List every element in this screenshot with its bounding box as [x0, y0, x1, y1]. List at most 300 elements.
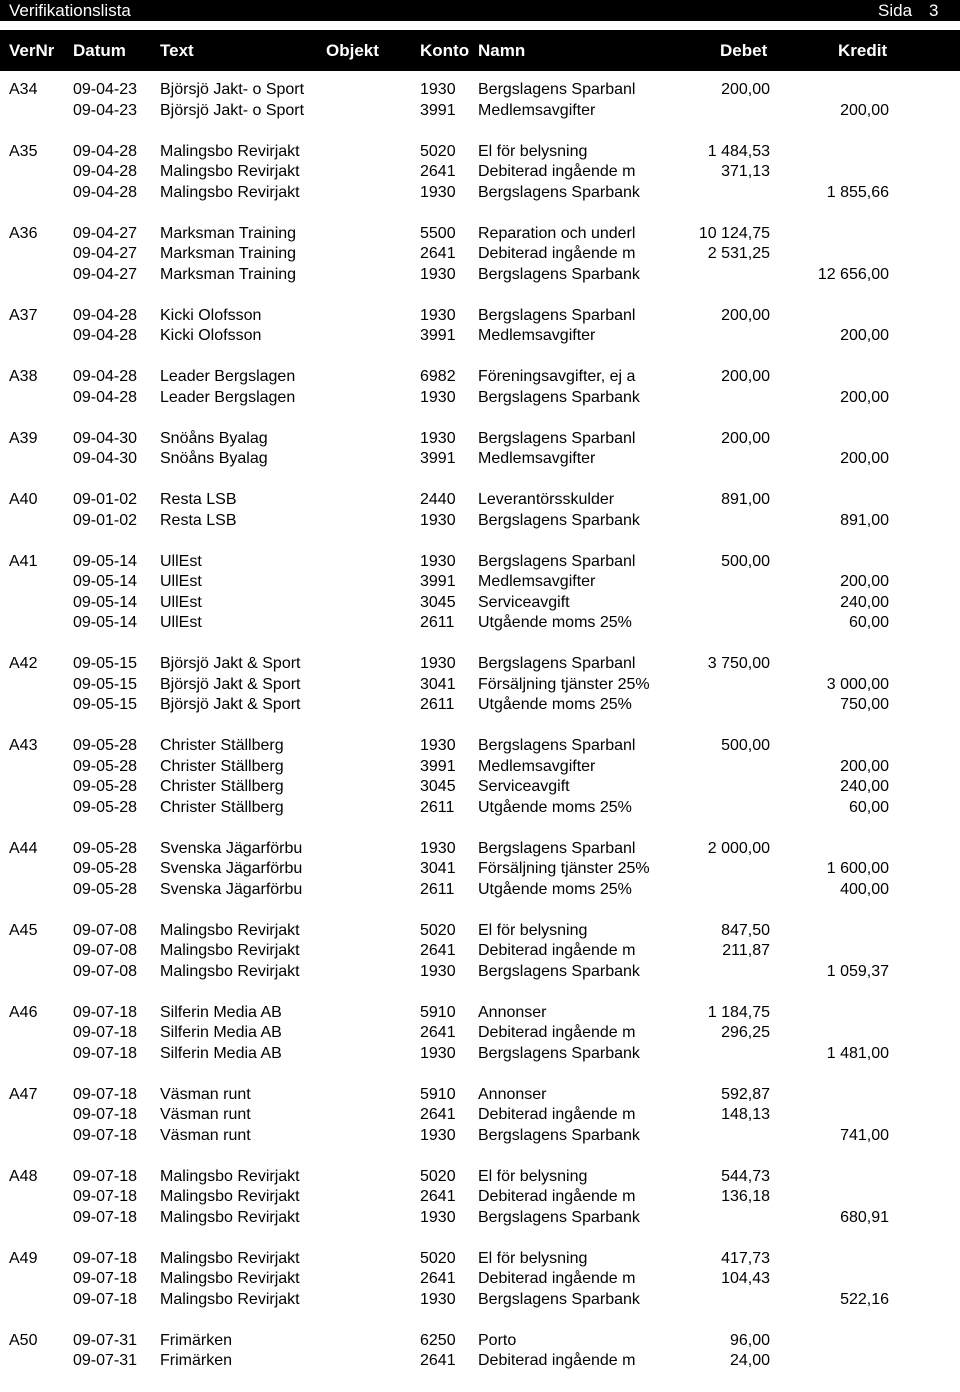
- date-cell: 09-05-28: [73, 737, 138, 754]
- debit-cell: 1 184,75: [707, 1003, 770, 1021]
- ledger-row: [0, 1105, 960, 1126]
- account-cell: 2641: [420, 245, 456, 262]
- account-cell: 6982: [420, 368, 456, 385]
- date-cell: 09-04-28: [73, 368, 138, 385]
- verification-group: [0, 839, 960, 901]
- account-cell: 1930: [420, 81, 456, 98]
- text-cell: Snöåns Byalag: [160, 429, 268, 447]
- ledger-row: [0, 1290, 960, 1311]
- account-name-cell: Försäljning tjänster 25%: [478, 675, 650, 693]
- text-cell: Frimärken: [160, 1352, 233, 1369]
- credit-cell: 240,00: [840, 593, 889, 611]
- ledger-row: [0, 880, 960, 901]
- text-cell: UllEst: [160, 593, 202, 611]
- report-title-bar: [0, 0, 960, 21]
- date-cell: 09-05-15: [73, 696, 138, 713]
- text-cell: Svenska Jägarförbu: [160, 880, 303, 898]
- account-cell: 1930: [420, 306, 456, 324]
- date-cell: 09-07-18: [73, 1290, 138, 1308]
- account-name-cell: Bergslagens Sparbanl: [478, 839, 636, 857]
- credit-cell: 200,00: [840, 327, 889, 344]
- text-cell: Björsjö Jakt- o Sport: [160, 81, 305, 98]
- debit-cell: 847,50: [721, 921, 770, 939]
- text-cell: Christer Ställberg: [160, 757, 284, 775]
- text-cell: Malingsbo Revirjakt: [160, 142, 300, 160]
- verification-group: [0, 736, 960, 818]
- account-cell: 3041: [420, 860, 456, 877]
- account-cell: 1930: [420, 655, 456, 672]
- text-cell: Silferin Media AB: [160, 1044, 282, 1062]
- text-cell: Christer Ställberg: [160, 798, 284, 816]
- account-cell: 2641: [420, 1106, 456, 1123]
- account-cell: 2611: [420, 614, 455, 631]
- credit-cell: 891,00: [840, 511, 889, 529]
- date-cell: 09-07-08: [73, 962, 138, 980]
- text-cell: Malingsbo Revirjakt: [160, 1290, 300, 1308]
- text-cell: Malingsbo Revirjakt: [160, 1208, 300, 1226]
- account-name-cell: Debiterad ingående m: [478, 1106, 636, 1123]
- text-cell: Väsman runt: [160, 1106, 251, 1123]
- credit-cell: 12 656,00: [817, 265, 889, 283]
- account-name-cell: Bergslagens Sparbanl: [478, 306, 636, 324]
- account-name-cell: Bergslagens Sparbank: [478, 962, 640, 980]
- account-name-cell: El för belysning: [478, 1167, 588, 1185]
- date-cell: 09-07-18: [73, 1208, 138, 1226]
- account-name-cell: Debiterad ingående m: [478, 1270, 636, 1287]
- text-cell: UllEst: [160, 552, 202, 570]
- account-cell: 3991: [420, 450, 456, 467]
- text-cell: Malingsbo Revirjakt: [160, 183, 300, 201]
- date-cell: 09-07-18: [73, 1270, 138, 1287]
- account-cell: 1930: [420, 183, 456, 201]
- text-cell: Björsjö Jakt & Sport: [160, 675, 301, 693]
- date-cell: 09-04-28: [73, 327, 138, 344]
- vernr-cell: A38: [9, 368, 38, 385]
- account-cell: 1930: [420, 511, 456, 529]
- account-cell: 1930: [420, 737, 456, 754]
- ledger-row: [0, 1351, 960, 1372]
- debit-cell: 200,00: [721, 368, 770, 385]
- date-cell: 09-05-14: [73, 552, 138, 570]
- ledger-row: [0, 224, 960, 245]
- account-cell: 3991: [420, 757, 456, 775]
- date-cell: 09-07-18: [73, 1024, 138, 1041]
- account-name-cell: Föreningsavgifter, ej a: [478, 368, 636, 385]
- column-header-vernr: VerNr: [9, 41, 55, 60]
- account-name-cell: Bergslagens Sparbank: [478, 1126, 640, 1144]
- debit-cell: 200,00: [721, 429, 770, 447]
- text-cell: Malingsbo Revirjakt: [160, 1249, 300, 1267]
- verification-group: [0, 1331, 960, 1372]
- text-cell: Kicki Olofsson: [160, 306, 262, 324]
- credit-cell: 3 000,00: [826, 675, 889, 693]
- vernr-cell: A47: [9, 1085, 38, 1103]
- date-cell: 09-05-28: [73, 757, 138, 775]
- debit-cell: 104,43: [721, 1270, 770, 1287]
- verification-group: [0, 142, 960, 204]
- ledger-row: [0, 511, 960, 532]
- account-cell: 5020: [420, 1167, 456, 1185]
- text-cell: Snöåns Byalag: [160, 450, 268, 467]
- date-cell: 09-05-15: [73, 675, 138, 693]
- date-cell: 09-04-30: [73, 429, 138, 447]
- date-cell: 09-05-28: [73, 839, 138, 857]
- credit-cell: 200,00: [840, 101, 889, 119]
- debit-cell: 544,73: [721, 1167, 770, 1185]
- account-cell: 2611: [420, 798, 455, 816]
- ledger-row: [0, 429, 960, 450]
- text-cell: Svenska Jägarförbu: [160, 839, 303, 857]
- text-cell: Väsman runt: [160, 1085, 251, 1103]
- account-name-cell: Serviceavgift: [478, 778, 570, 795]
- verification-group: [0, 80, 960, 121]
- account-cell: 2611: [420, 880, 455, 898]
- account-cell: 5910: [420, 1085, 456, 1103]
- account-cell: 5020: [420, 921, 456, 939]
- date-cell: 09-07-18: [73, 1003, 138, 1021]
- debit-cell: 200,00: [721, 306, 770, 324]
- vernr-cell: A50: [9, 1331, 38, 1349]
- column-header-konto: Konto: [420, 41, 470, 60]
- credit-cell: 200,00: [840, 388, 889, 406]
- account-name-cell: Bergslagens Sparbanl: [478, 552, 636, 570]
- ledger-row: [0, 572, 960, 593]
- date-cell: 09-04-23: [73, 101, 138, 119]
- account-name-cell: Bergslagens Sparbanl: [478, 737, 636, 754]
- account-name-cell: Debiterad ingående m: [478, 1188, 636, 1205]
- ledger-row: [0, 101, 960, 122]
- account-name-cell: Bergslagens Sparbanl: [478, 429, 636, 447]
- verification-group: [0, 490, 960, 531]
- ledger-row: [0, 941, 960, 962]
- debit-cell: 296,25: [721, 1024, 770, 1041]
- account-name-cell: Debiterad ingående m: [478, 1024, 636, 1041]
- ledger-row: [0, 306, 960, 327]
- credit-cell: 240,00: [840, 778, 889, 795]
- account-name-cell: Bergslagens Sparbank: [478, 183, 640, 201]
- verification-group: [0, 224, 960, 286]
- text-cell: Marksman Training: [160, 245, 297, 262]
- ledger-row: [0, 1167, 960, 1188]
- text-cell: Svenska Jägarförbu: [160, 860, 303, 877]
- account-cell: 5020: [420, 142, 456, 160]
- credit-cell: 750,00: [840, 696, 889, 713]
- ledger-row: [0, 1331, 960, 1352]
- vernr-cell: A48: [9, 1167, 38, 1185]
- debit-cell: 500,00: [721, 552, 770, 570]
- account-name-cell: Annonser: [478, 1085, 547, 1103]
- report-title: Verifikationslista: [9, 1, 131, 20]
- credit-cell: 741,00: [840, 1126, 889, 1144]
- text-cell: Malingsbo Revirjakt: [160, 962, 300, 980]
- account-name-cell: Bergslagens Sparbank: [478, 511, 640, 529]
- ledger-row: [0, 449, 960, 470]
- text-cell: Marksman Training: [160, 224, 297, 242]
- vernr-cell: A40: [9, 491, 38, 508]
- verification-group: [0, 306, 960, 347]
- date-cell: 09-07-18: [73, 1085, 138, 1103]
- account-name-cell: Utgående moms 25%: [478, 880, 632, 898]
- ledger-row: [0, 654, 960, 675]
- text-cell: Leader Bergslagen: [160, 388, 296, 406]
- account-name-cell: Utgående moms 25%: [478, 798, 632, 816]
- account-cell: 2440: [420, 491, 456, 508]
- credit-cell: 1 059,37: [826, 962, 889, 980]
- account-cell: 3045: [420, 593, 456, 611]
- credit-cell: 60,00: [848, 798, 889, 816]
- ledger-row: [0, 921, 960, 942]
- date-cell: 09-05-28: [73, 778, 138, 795]
- account-cell: 3041: [420, 675, 456, 693]
- date-cell: 09-05-14: [73, 614, 138, 631]
- text-cell: Silferin Media AB: [160, 1003, 282, 1021]
- date-cell: 09-07-08: [73, 921, 138, 939]
- account-cell: 1930: [420, 1044, 456, 1062]
- text-cell: Malingsbo Revirjakt: [160, 1188, 300, 1205]
- account-name-cell: Medlemsavgifter: [478, 757, 596, 775]
- verification-group: [0, 654, 960, 716]
- text-cell: Malingsbo Revirjakt: [160, 921, 300, 939]
- verification-group: [0, 1249, 960, 1311]
- account-cell: 3991: [420, 327, 456, 344]
- date-cell: 09-07-18: [73, 1167, 138, 1185]
- text-cell: Christer Ställberg: [160, 737, 284, 754]
- credit-cell: 60,00: [848, 614, 889, 631]
- ledger-row: [0, 962, 960, 983]
- debit-cell: 371,13: [721, 163, 770, 180]
- date-cell: 09-07-31: [73, 1331, 138, 1349]
- account-name-cell: Porto: [478, 1331, 517, 1349]
- text-cell: Leader Bergslagen: [160, 368, 296, 385]
- date-cell: 09-04-27: [73, 265, 138, 283]
- text-cell: Resta LSB: [160, 511, 237, 529]
- vernr-cell: A49: [9, 1249, 38, 1267]
- account-cell: 1930: [420, 265, 456, 283]
- account-cell: 1930: [420, 1208, 456, 1226]
- date-cell: 09-05-15: [73, 655, 138, 672]
- ledger-row: [0, 388, 960, 409]
- text-cell: Björsjö Jakt- o Sport: [160, 101, 305, 119]
- vernr-cell: A39: [9, 429, 38, 447]
- account-cell: 2641: [420, 1352, 456, 1369]
- text-cell: UllEst: [160, 614, 202, 631]
- debit-cell: 417,73: [721, 1249, 770, 1267]
- column-header-namn: Namn: [478, 41, 526, 60]
- account-name-cell: El för belysning: [478, 142, 588, 160]
- date-cell: 09-07-18: [73, 1106, 138, 1123]
- ledger-row: [0, 1269, 960, 1290]
- account-cell: 5500: [420, 224, 456, 242]
- date-cell: 09-04-28: [73, 388, 138, 406]
- credit-cell: 200,00: [840, 757, 889, 775]
- credit-cell: 680,91: [840, 1208, 889, 1226]
- account-name-cell: Reparation och underl: [478, 224, 636, 242]
- account-name-cell: Debiterad ingående m: [478, 1352, 636, 1369]
- credit-cell: 1 855,66: [826, 183, 889, 201]
- account-name-cell: Bergslagens Sparbank: [478, 1044, 640, 1062]
- date-cell: 09-04-28: [73, 142, 138, 160]
- vernr-cell: A42: [9, 655, 38, 672]
- debit-cell: 200,00: [721, 81, 770, 98]
- account-name-cell: Debiterad ingående m: [478, 245, 636, 262]
- ledger-row: [0, 1003, 960, 1024]
- ledger-row: [0, 1044, 960, 1065]
- account-cell: 1930: [420, 1290, 456, 1308]
- vernr-cell: A46: [9, 1003, 38, 1021]
- column-header-row: [0, 30, 960, 71]
- debit-cell: 211,87: [722, 942, 770, 959]
- account-cell: 2641: [420, 1188, 456, 1205]
- verification-group: [0, 1085, 960, 1147]
- ledger-row: [0, 490, 960, 511]
- account-name-cell: Bergslagens Sparbanl: [478, 81, 636, 98]
- debit-cell: 1 484,53: [707, 142, 770, 160]
- vernr-cell: A44: [9, 839, 38, 857]
- date-cell: 09-07-18: [73, 1044, 138, 1062]
- credit-cell: 200,00: [840, 573, 889, 590]
- account-name-cell: Serviceavgift: [478, 593, 570, 611]
- date-cell: 09-01-02: [73, 491, 138, 508]
- ledger-row: [0, 1187, 960, 1208]
- account-cell: 3991: [420, 573, 456, 590]
- ledger-row: [0, 1249, 960, 1270]
- ledger-row: [0, 265, 960, 286]
- vernr-cell: A35: [9, 142, 38, 160]
- vernr-cell: A34: [9, 81, 38, 98]
- text-cell: Marksman Training: [160, 265, 297, 283]
- ledger-row: [0, 1126, 960, 1147]
- account-cell: 1930: [420, 1126, 456, 1144]
- date-cell: 09-04-28: [73, 183, 138, 201]
- date-cell: 09-01-02: [73, 511, 138, 529]
- debit-cell: 96,00: [729, 1331, 770, 1349]
- date-cell: 09-05-14: [73, 593, 138, 611]
- text-cell: Malingsbo Revirjakt: [160, 163, 300, 180]
- verification-ledger: [0, 80, 960, 1392]
- account-cell: 5910: [420, 1003, 456, 1021]
- debit-cell: 2 000,00: [707, 839, 770, 857]
- text-cell: Silferin Media AB: [160, 1024, 282, 1041]
- ledger-row: [0, 183, 960, 204]
- account-cell: 6250: [420, 1331, 456, 1349]
- text-cell: Resta LSB: [160, 491, 237, 508]
- account-cell: 3991: [420, 101, 456, 119]
- debit-cell: 136,18: [721, 1188, 770, 1205]
- account-cell: 1930: [420, 388, 456, 406]
- column-header-debet: Debet: [720, 41, 768, 60]
- account-name-cell: Medlemsavgifter: [478, 450, 596, 467]
- column-header-datum: Datum: [73, 41, 126, 60]
- ledger-row: [0, 162, 960, 183]
- account-name-cell: Debiterad ingående m: [478, 163, 636, 180]
- ledger-row: [0, 244, 960, 265]
- date-cell: 09-05-28: [73, 860, 138, 877]
- ledger-row: [0, 1085, 960, 1106]
- account-name-cell: Bergslagens Sparbank: [478, 1208, 640, 1226]
- text-cell: Malingsbo Revirjakt: [160, 942, 300, 959]
- account-cell: 1930: [420, 429, 456, 447]
- text-cell: Malingsbo Revirjakt: [160, 1270, 300, 1287]
- verification-group: [0, 1003, 960, 1065]
- account-name-cell: Annonser: [478, 1003, 547, 1021]
- account-name-cell: Utgående moms 25%: [478, 614, 632, 631]
- ledger-row: [0, 1208, 960, 1229]
- date-cell: 09-07-08: [73, 942, 138, 959]
- date-cell: 09-04-30: [73, 450, 138, 467]
- account-name-cell: Bergslagens Sparbank: [478, 388, 640, 406]
- ledger-row: [0, 613, 960, 634]
- account-name-cell: Försäljning tjänster 25%: [478, 860, 650, 877]
- vernr-cell: A41: [9, 552, 38, 570]
- ledger-row: [0, 552, 960, 573]
- account-cell: 1930: [420, 552, 456, 570]
- text-cell: UllEst: [160, 573, 202, 590]
- account-name-cell: Medlemsavgifter: [478, 573, 596, 590]
- account-cell: 2641: [420, 1024, 456, 1041]
- date-cell: 09-04-27: [73, 224, 138, 242]
- vernr-cell: A45: [9, 921, 38, 939]
- date-cell: 09-05-28: [73, 880, 138, 898]
- ledger-row: [0, 1023, 960, 1044]
- debit-cell: 24,00: [729, 1352, 770, 1369]
- column-header-text: Text: [160, 41, 194, 60]
- ledger-row: [0, 695, 960, 716]
- credit-cell: 400,00: [840, 880, 889, 898]
- date-cell: 09-04-27: [73, 245, 138, 262]
- ledger-row: [0, 675, 960, 696]
- account-cell: 2641: [420, 163, 456, 180]
- ledger-row: [0, 326, 960, 347]
- text-cell: Kicki Olofsson: [160, 327, 262, 344]
- account-cell: 1930: [420, 839, 456, 857]
- ledger-row: [0, 142, 960, 163]
- account-cell: 2611: [420, 696, 455, 713]
- verification-group: [0, 429, 960, 470]
- vernr-cell: A37: [9, 306, 38, 324]
- ledger-row: [0, 80, 960, 101]
- credit-cell: 1 481,00: [826, 1044, 889, 1062]
- date-cell: 09-04-28: [73, 163, 138, 180]
- ledger-row: [0, 367, 960, 388]
- date-cell: 09-07-18: [73, 1126, 138, 1144]
- credit-cell: 1 600,00: [826, 860, 889, 877]
- account-name-cell: Leverantörsskulder: [478, 491, 615, 508]
- page-label: Sida: [878, 1, 913, 20]
- ledger-row: [0, 757, 960, 778]
- verification-group: [0, 921, 960, 983]
- account-cell: 2641: [420, 1270, 456, 1287]
- account-name-cell: Medlemsavgifter: [478, 101, 596, 119]
- date-cell: 09-07-18: [73, 1188, 138, 1205]
- credit-cell: 200,00: [840, 450, 889, 467]
- account-name-cell: Medlemsavgifter: [478, 327, 596, 344]
- debit-cell: 148,13: [721, 1106, 770, 1123]
- verification-group: [0, 1167, 960, 1229]
- vernr-cell: A43: [9, 737, 38, 754]
- debit-cell: 500,00: [721, 737, 770, 754]
- date-cell: 09-05-14: [73, 573, 138, 590]
- date-cell: 09-07-18: [73, 1249, 138, 1267]
- text-cell: Christer Ställberg: [160, 778, 284, 795]
- account-name-cell: Bergslagens Sparbanl: [478, 655, 636, 672]
- account-cell: 2641: [420, 942, 456, 959]
- ledger-row: [0, 798, 960, 819]
- account-name-cell: Debiterad ingående m: [478, 942, 636, 959]
- debit-cell: 2 531,25: [707, 245, 770, 262]
- date-cell: 09-07-31: [73, 1352, 138, 1369]
- column-header-kredit: Kredit: [838, 41, 888, 60]
- text-cell: Björsjö Jakt & Sport: [160, 696, 301, 713]
